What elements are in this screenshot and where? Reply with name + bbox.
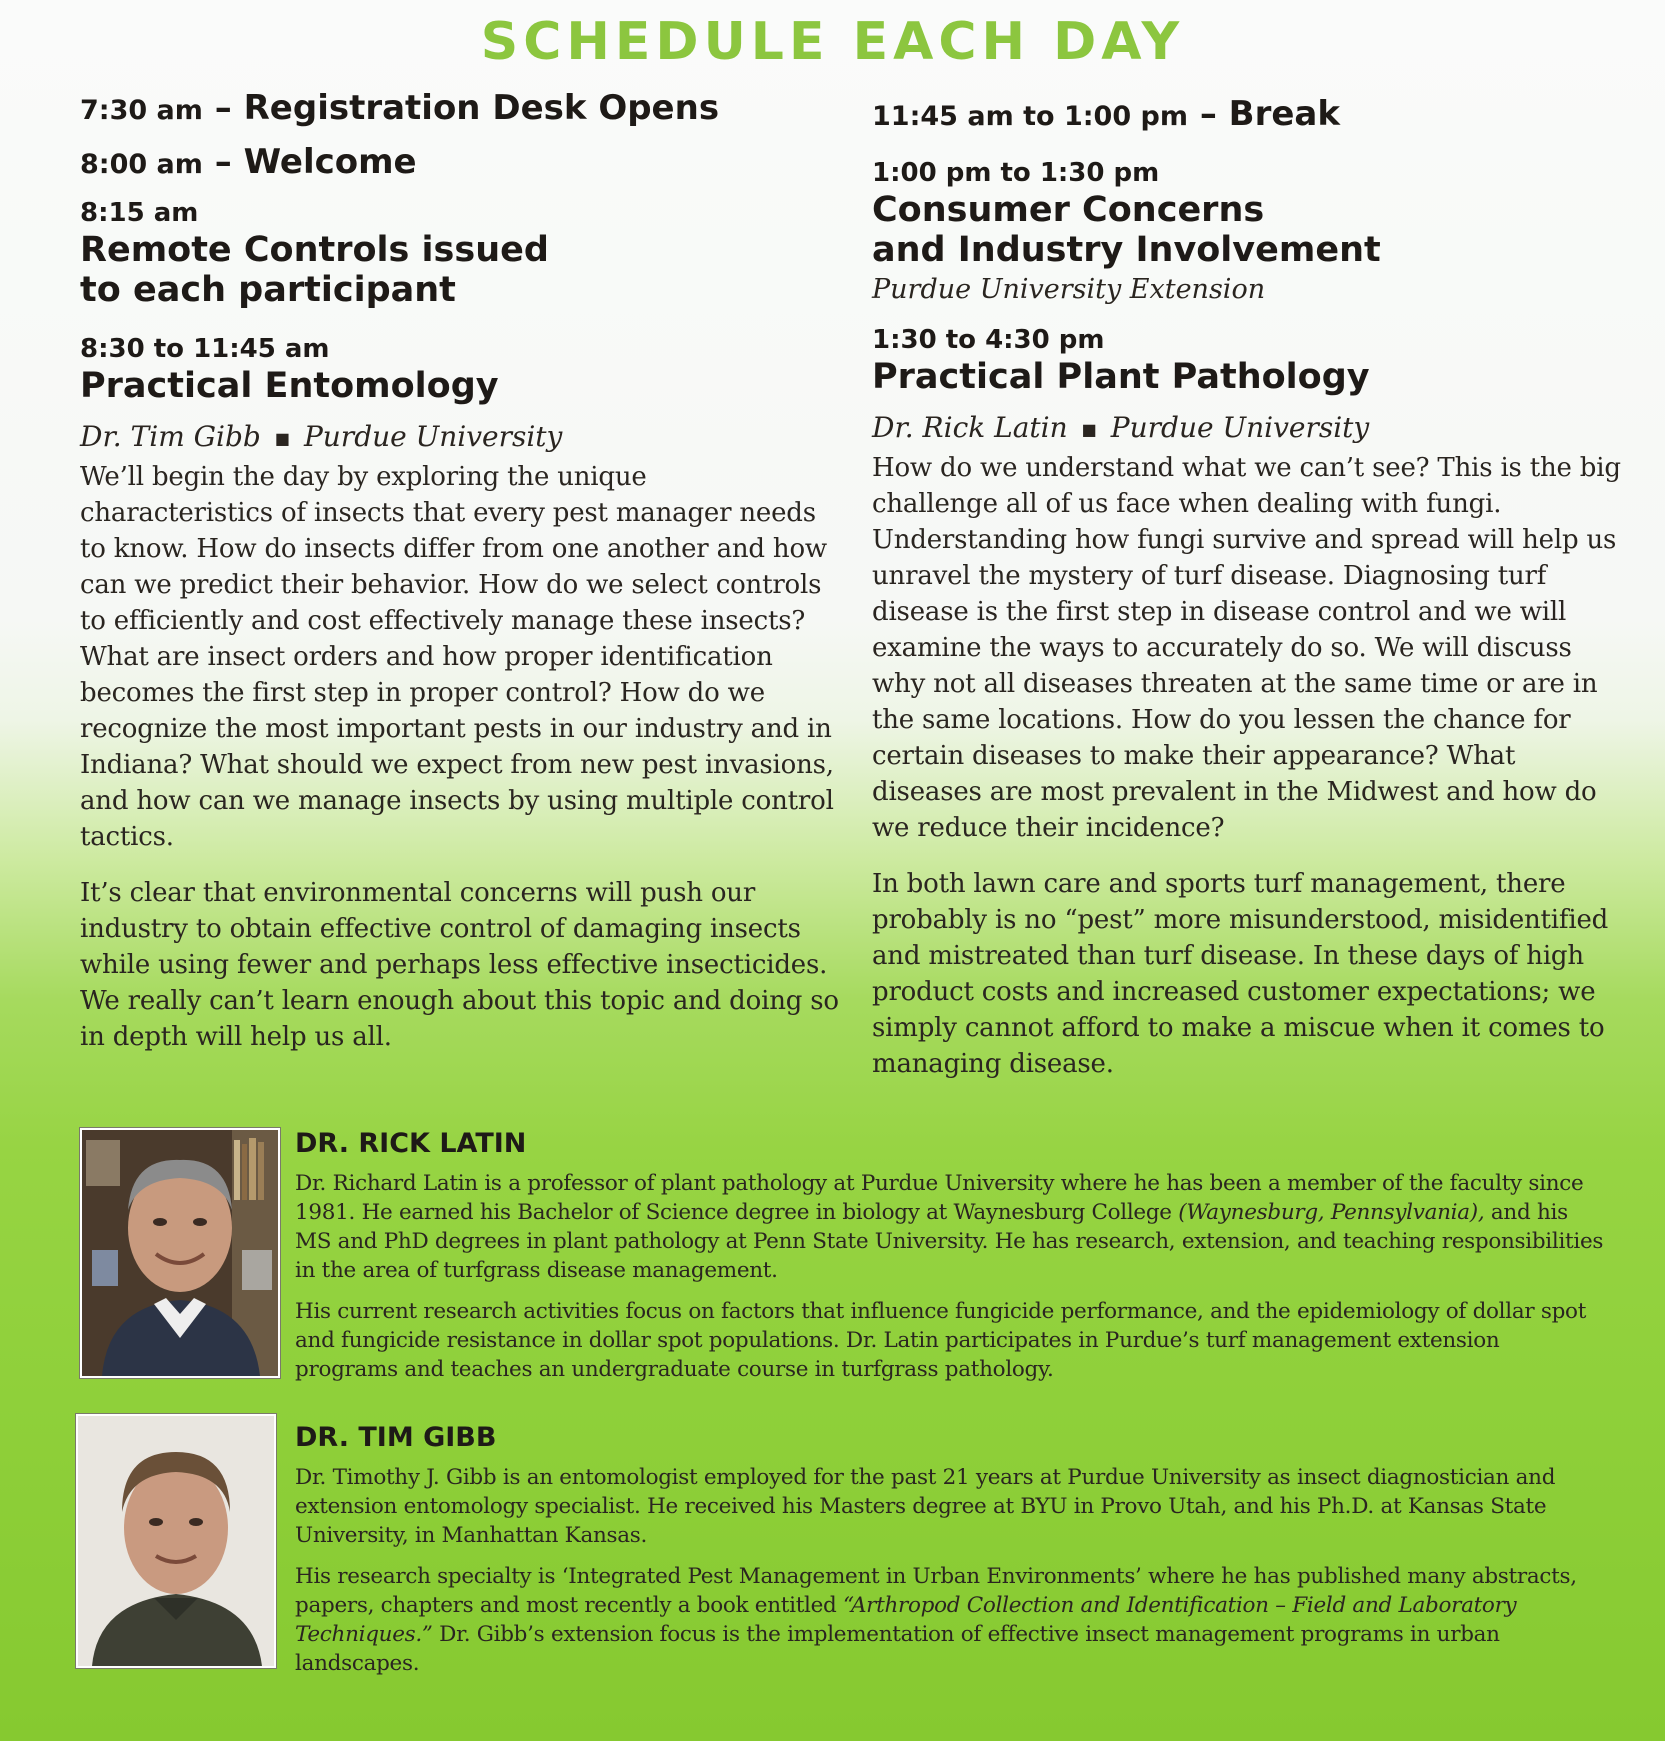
- bio-name: DR. TIM GIBB: [295, 1422, 497, 1453]
- time: 8:00 am: [80, 149, 203, 180]
- speaker-name: Dr. Rick Latin: [872, 411, 1068, 444]
- event-title-line1: Remote Controls issued: [80, 230, 549, 270]
- event-title: Break: [1228, 94, 1340, 134]
- speaker-line: [872, 411, 1632, 444]
- schedule-item-entomology: [80, 332, 840, 1055]
- bio-name: DR. RICK LATIN: [295, 1128, 527, 1159]
- speaker-affiliation: Purdue University: [1110, 411, 1370, 444]
- event-title: Practical Entomology: [80, 366, 499, 406]
- time: 1:00 pm to 1:30 pm: [872, 158, 1160, 188]
- bio-paragraph: His current research activities focus on factors that influence fungicide performance, and the epidemiology of dollar spot and fungicide resistance in dollar spot populations. Dr. Latin participates in Purdue’s turf management extension programs and teaches an undergraduate course in turfgrass pathology.: [295, 1299, 1587, 1382]
- right-column: [872, 94, 1632, 1102]
- left-column: [80, 88, 840, 1075]
- schedule-item-welcome: 8:00 am – Welcome: [80, 142, 417, 182]
- portrait-photo-tim-gibb: [76, 1414, 276, 1668]
- schedule-item-remote-controls: [80, 196, 840, 310]
- description-paragraph: We’ll begin the day by exploring the unique characteristics of insects that every pest manager needs to know. How do insects differ from one another and how can we predict their behavior. How do we select controls to efficiently and cost effectively manage these insects? What are insect orders and how proper identification becomes the first step in proper control? How do we recognize the most important pests in our industry and in Indiana? What should we expect from new pest invasions, and how can we manage insects by using multiple control tactics.: [80, 462, 834, 852]
- event-title: Welcome: [243, 142, 417, 182]
- time: 8:15 am: [80, 198, 199, 228]
- bullet-separator: ■: [274, 429, 290, 448]
- description-paragraph: It’s clear that environmental concerns will push our industry to obtain effective control of damaging insects while using fewer and perhaps less effective insecticides. We really can’t learn enough about this topic and doing so in depth will help us all.: [80, 878, 839, 1052]
- event-title-line1: Consumer Concerns: [872, 190, 1265, 230]
- time: 1:30 to 4:30 pm: [872, 325, 1105, 355]
- description-paragraph: In both lawn care and sports turf management, there probably is no “pest” more misunderstood, misidentified and mistreated than turf disease. In these days of high product costs and increased customer expectations; we simply cannot afford to make a miscue when it comes to managing disease.: [872, 869, 1609, 1079]
- event-title: Practical Plant Pathology: [872, 357, 1370, 397]
- page-title: SCHEDULE EACH DAY: [480, 12, 1185, 72]
- department: Purdue University Extension: [872, 274, 1266, 305]
- time: 11:45 am to 1:00 pm: [872, 101, 1188, 132]
- time: 7:30 am: [80, 95, 203, 126]
- bio-paragraph: Dr. Timothy J. Gibb is an entomologist employed for the past 21 years at Purdue University as insect diagnostician and extension entomology specialist. He received his Masters degree at BYU in Provo Utah, and his Ph.D. at Kansas State University, in Manhattan Kansas.: [295, 1465, 1556, 1548]
- speaker-name: Dr. Tim Gibb: [80, 420, 261, 453]
- event-title-line2: to each participant: [80, 270, 456, 310]
- description-paragraph: How do we understand what we can’t see? This is the big challenge all of us face when dealing with fungi. Understanding how fungi survive and spread will help us unravel the mystery of turf disease. Diagnosing turf disease is the first step in disease control and we will examine the ways to accurately do so. We will discuss why not all diseases threaten at the same time or are in the same locations. How do you lessen the chance for certain diseases to make their appearance? What diseases are most prevalent in the Midwest and how do we reduce their incidence?: [872, 453, 1621, 843]
- event-title: Registration Desk Opens: [243, 88, 720, 128]
- schedule-item-consumer-concerns: [872, 156, 1632, 305]
- bullet-separator: ■: [1081, 420, 1097, 439]
- event-title-line2: and Industry Involvement: [872, 230, 1381, 270]
- schedule-item-plant-pathology: [872, 323, 1632, 1082]
- speaker-affiliation: Purdue University: [303, 420, 563, 453]
- portrait-photo-rick-latin: [80, 1128, 280, 1378]
- bio-paragraph: Dr. Richard Latin is a professor of plant pathology at Purdue University where he has been a member of the faculty since 1981. He earned his Bachelor of Science degree in biology at Waynesburg College (Waynesburg, Pennsylvania), and his MS and PhD degrees in plant pathology at Penn State University. He has research, extension, and teaching responsibilities in the area of turfgrass disease management.: [295, 1171, 1604, 1283]
- schedule-item-break: 11:45 am to 1:00 pm – Break: [872, 94, 1340, 134]
- bio-paragraph: His research specialty is ‘Integrated Pest Management in Urban Environments’ where he has published many abstracts, papers, chapters and most recently a book entitled “Arthropod Collection and Identification – Field and Laboratory Techniques.” Dr. Gibb’s extension focus is the implementation of effective insect management programs in urban landscapes.: [295, 1564, 1577, 1676]
- speaker-line: [80, 420, 840, 453]
- time: 8:30 to 11:45 am: [80, 334, 330, 364]
- schedule-item-registration: 7:30 am – Registration Desk Opens: [80, 88, 720, 128]
